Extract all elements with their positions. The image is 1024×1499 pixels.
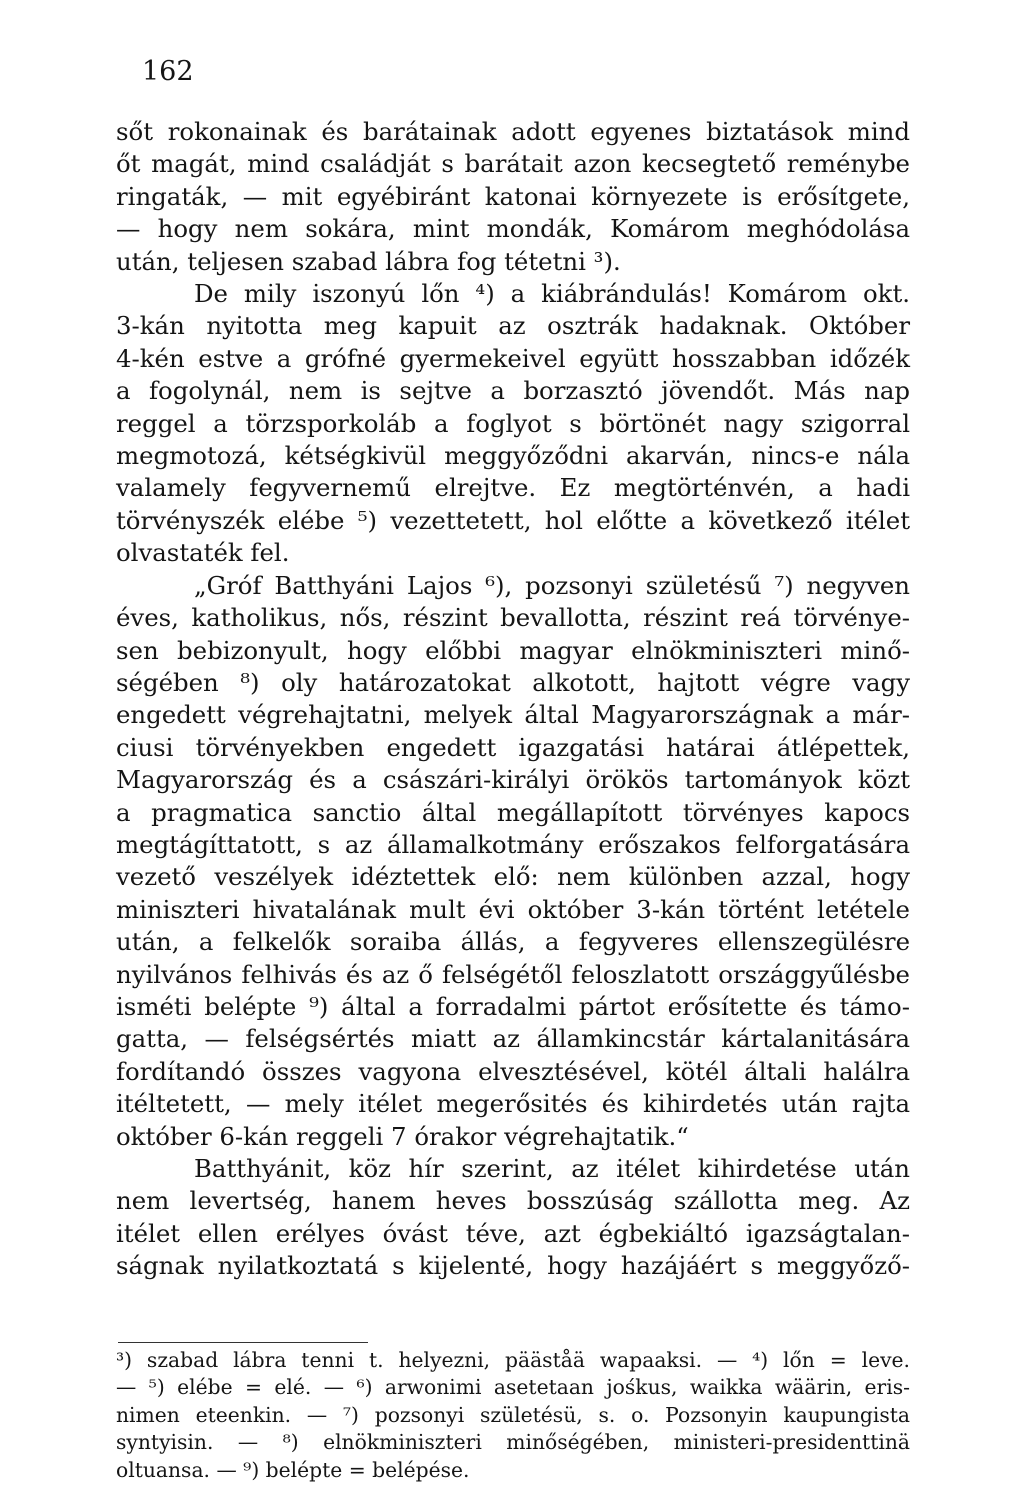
text-line: De mily iszonyú lőn ⁴) a kiábrándulás! Komárom okt. bbox=[194, 279, 910, 309]
text-line: sen bebizonyult, hogy előbbi magyar elnökminiszteri minő- bbox=[116, 635, 910, 665]
text-line: gatta, — felségsértés miatt az államkincstár kártalanitására bbox=[116, 1024, 910, 1054]
text-line: nyilvános felhivás és az ő felségétől feloszlatott országgyűlésbe bbox=[116, 959, 910, 989]
text-line: sőt rokonainak és barátainak adott egyenes biztatások mind bbox=[116, 117, 910, 146]
text-line: fordítandó összes vagyona elvesztésével, kötél általi halálra bbox=[116, 1056, 910, 1086]
text-line: 4-kén estve a grófné gyermekeivel együtt hosszabban időzék bbox=[116, 343, 910, 373]
text-line: ságnak nyilatkoztatá s kijelenté, hogy hazájáért s meggyőző- bbox=[116, 1251, 910, 1281]
text-line: a pragmatica sanctio által megállapított törvényes kapocs bbox=[116, 797, 910, 827]
text-line: nem levertség, hanem heves bosszúság szállotta meg. Az bbox=[116, 1186, 910, 1216]
footnote-line: ³) szabad lábra tenni t. helyezni, pääståä wapaaksi. — ⁴) lőn = leve. bbox=[116, 1348, 910, 1372]
text-line: ringaták, — mit egyébiránt katonai környezete is erősítgete, bbox=[116, 181, 910, 211]
text-line: éves, katholikus, nős, részint bevallotta, részint reá törvénye- bbox=[116, 603, 910, 633]
text-line: engedett végrehajtatni, melyek által Magyarországnak a már- bbox=[116, 700, 910, 730]
page-number: 162 bbox=[142, 56, 194, 87]
text-line: megtágíttatott, s az államalkotmány erőszakos felforgatására bbox=[116, 829, 910, 859]
text-line: ciusi törvényekben engedett igazgatási határai átlépettek, bbox=[116, 732, 910, 762]
text-line: október 6-kán reggeli 7 órakor végrehajtatik.“ bbox=[116, 1121, 689, 1151]
footnotes bbox=[116, 1347, 910, 1484]
footnote-line: oltuansa. — ⁹) belépte = belépése. bbox=[116, 1457, 470, 1482]
text-line: Batthyánit, köz hír szerint, az itélet kihirdetése után bbox=[194, 1154, 910, 1183]
text-line: itélet ellen erélyes óvást téve, azt égbekiáltó igazságtalan- bbox=[116, 1218, 910, 1248]
text-line: reggel a törzsporkoláb a foglyot s börtönét nagy szigorral bbox=[116, 408, 910, 438]
text-line: „Gróf Batthyáni Lajos ⁶), pozsonyi születésű ⁷) negyven bbox=[194, 570, 910, 600]
text-line: miniszteri hivatalának mult évi október 3-kán történt letétele bbox=[116, 894, 910, 924]
text-line: után, teljesen szabad lábra fog tétetni ³). bbox=[116, 246, 621, 276]
text-line: törvényszék elébe ⁵) vezettetett, hol előtte a következő itélet bbox=[116, 505, 910, 535]
text-line: vezető veszélyek idéztettek elő: nem különben azzal, hogy bbox=[116, 862, 910, 892]
text-line: — hogy nem sokára, mint mondák, Komárom meghódolása bbox=[116, 214, 910, 244]
footnote-separator bbox=[118, 1342, 368, 1343]
text-line: után, a felkelők soraiba állás, a fegyveres ellenszegülésre bbox=[116, 927, 910, 957]
text-line: valamely fegyvernemű elrejtve. Ez megtörténvén, a hadi bbox=[116, 473, 910, 503]
text-line: Magyarország és a császári-királyi örökös tartományok közt bbox=[116, 765, 910, 795]
footnote-line: nimen eteenkin. — ⁷) pozsonyi születésü, s. o. Pozsonyin kaupungista bbox=[116, 1402, 910, 1427]
text-line: isméti belépte ⁹) által a forradalmi pártot erősítette és támo- bbox=[116, 991, 910, 1021]
text-line: olvastaték fel. bbox=[116, 538, 290, 568]
text-line: megmotozá, kétségkivül meggyőződni akarván, nincs-e nála bbox=[116, 441, 910, 471]
text-line: ségében ⁸) oly határozatokat alkotott, hajtott végre vagy bbox=[116, 667, 910, 697]
footnote-line: — ⁵) elébe = elé. — ⁶) arwonimi asetetaan jośkus, waikka wäärin, eris- bbox=[116, 1375, 910, 1400]
text-line: a fogolynál, nem is sejtve a borzasztó jövendőt. Más nap bbox=[116, 376, 910, 406]
text-line: 3-kán nyitotta meg kapuit az osztrák hadaknak. Október bbox=[116, 311, 910, 341]
footnote-line: syntyisin. — ⁸) elnökminiszteri minőségében, ministeri-presidenttinä bbox=[116, 1430, 910, 1455]
text-line: itéltetett, — mely itélet megerősités és kihirdetés után rajta bbox=[116, 1089, 910, 1119]
text-line: őt magát, mind családját s barátait azon kecsegtető reménybe bbox=[116, 149, 910, 179]
main-text bbox=[116, 116, 910, 1283]
